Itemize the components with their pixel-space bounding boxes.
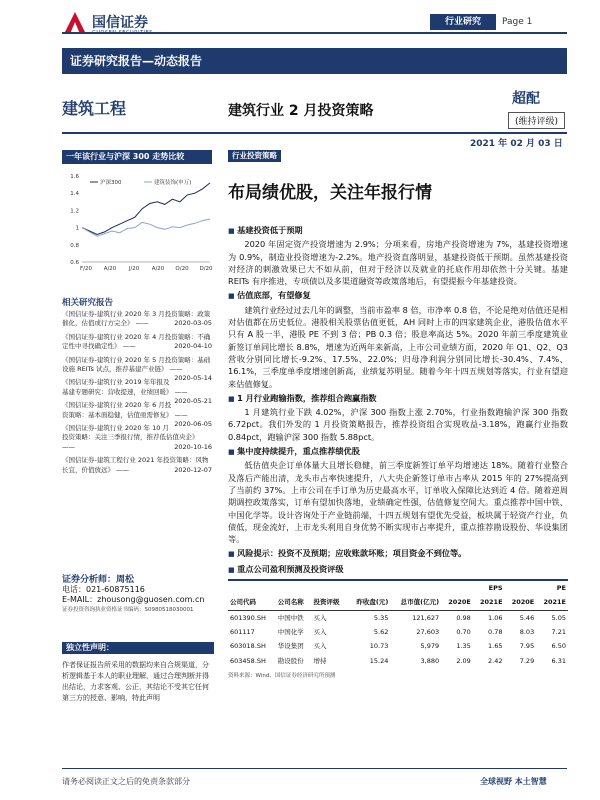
table-cell: 121,627 [412, 613, 440, 622]
table-cell: 中国化学 [277, 627, 304, 636]
table-cell: 5.05 [551, 613, 566, 622]
table-cell: 7.29 [519, 656, 535, 665]
analyst-block [62, 575, 214, 615]
section-body: 2020 年固定资产投资增速为 2.9%；分项来看，房地产投资增速为 7%，基建投资增速为 0.9%，制造业投资增速为-2.2%。地产投资直落明显，基建投资低于预期。虽然基建投资对经济的刺激效果已大不如从前，但对于经济以及就业的托底作用却依然十分关键。基建 REITs 有序推进，专项债以及多渠道融资等政策落地后，有望提振今年基建投资。 [228, 239, 568, 287]
section-body: 低估值央企订单体量大且增长稳健，前三季度新签订单平均增速达 18%。随着行业整合及落后产能出清，龙头市占率快速提升，八大央企新签订单市占率从 2015 年的 27%提高到了当前约 37%。上市公司在手订单为历史最高水平，订单收入保障比达到近 4 倍。随着逆周期调控政策落实，订单有望加快落地，业绩确定性强，估值修复空间大。重点推荐中国中铁、中国化学等。设计咨询处于产业链前端，十四五规划有望优先受益，板块属于轻资产行业，负债低，现金流好，上市龙头利用自身优势不断实现市占率提升，重点推荐勘设股份、华设集团等。 [228, 460, 568, 545]
related-report-date: 2020-05-21 [174, 397, 212, 406]
table-cell: 15.24 [369, 656, 389, 665]
footer-divider [62, 768, 567, 769]
related-report-item: 《国信证券-建筑行业 2020 年 5 月投资策略：基础设施 REITs 试点，推荐基建产业链》 —— 2020-05-14 [62, 355, 212, 383]
table-row [228, 654, 568, 668]
table-cell: 7.21 [551, 627, 566, 636]
table-row [228, 625, 568, 639]
table-header-cell: 2020E [441, 595, 473, 610]
table-header-cell: 2021E [536, 595, 568, 610]
table-cell: 27,603 [416, 627, 440, 636]
x-tick-label: A/20 [103, 266, 117, 272]
table-cell: 601117 [230, 627, 255, 636]
company-logo [62, 10, 202, 44]
table-cell: 3,880 [420, 656, 440, 665]
rating-note: (维持评级) [508, 112, 565, 129]
page-number: Page 1 [502, 17, 533, 27]
table-cell: 买入 [313, 627, 327, 636]
legend-label: 建筑装饰(申万) [154, 180, 192, 186]
table-cell: 买入 [313, 642, 327, 651]
related-report-date: 2020-10-16 [174, 442, 212, 451]
table-header-cell: 2021E [473, 595, 505, 610]
eps-group-header: EPS [441, 580, 504, 595]
table-cell: 8.03 [519, 627, 535, 636]
table-cell: 2.09 [456, 656, 471, 665]
related-report-item: 《国信证券-建筑行业 2019 年年报及基建专题研究：营收提速，业绩回暖》 —— 2020-05-21 [62, 378, 212, 406]
table-cell: 0.78 [488, 627, 503, 636]
related-report-item: 《国信证券-建筑行业 2020 年 4 月投资策略：不确定性中寻找确定性》 —— 2020-04-10 [62, 332, 212, 351]
analyst-name: 证券分析师：周松 [62, 575, 135, 585]
related-report-date: 2020-12-07 [174, 465, 212, 474]
section-body: 建筑行业经过过去几年的调整，当前市盈率 8 倍，市净率 0.8 倍，不论是绝对估值还是相对估值都在历史低位。港股相关股票估值更低，AH 同时上市的四家建筑企业，港股估值水平只有 A 股一半，港股 PE 不到 3 倍；PB 0.3 倍；股息率高达 5%。2020 年前三季度建筑业新签订单同比增长 8.8%，增速为近两年来新高，上市公司业绩方面，2020 年 Q1、Q2、Q3 营收分别同比增长-9.2%、17.5%、22.0%；归母净利润分别同比增长-30.4%、7.4%、16.1%，三季度单季度增速创新高，业绩复苏明显。随着今年十四五规划等落实，行业有望迎来估值修复。 [228, 304, 568, 389]
y-tick-label: 0.8 [70, 242, 79, 249]
y-tick-label: 1.2 [70, 208, 79, 215]
table-cell: 5,979 [420, 642, 440, 651]
report-banner: 证券研究报告—动态报告 [62, 48, 567, 74]
table-cell: 603018.SH [230, 642, 266, 651]
table-header-cell: 总市值(亿元) [390, 595, 441, 610]
section-heading: ■ 估值底部，有望修复 [228, 289, 568, 302]
header-tag: 行业研究 [430, 14, 496, 30]
date-divider [62, 132, 567, 134]
series-line [82, 183, 210, 235]
x-tick-label: A/20 [151, 266, 165, 272]
table-cell: 1.35 [456, 642, 471, 651]
risk-warning: ■ 风险提示：投资不及预期；应收账款坏账；项目资金不到位等。 [228, 547, 568, 560]
related-report-title: 《国信证券-建筑工程行业 2021 年投资策略：风物长宜，价值放远》 [62, 456, 209, 474]
footer-disclaimer: 请务必阅读正文之后的免责条款部分 [62, 777, 190, 786]
table-spacer [228, 580, 441, 595]
table-cell: 勘设股份 [277, 656, 304, 665]
table-row [228, 610, 568, 625]
report-title: 建筑行业 2 月投资策略 [228, 103, 374, 119]
y-tick-label: 1.6 [70, 174, 79, 180]
related-report-title: 《国信证券-建筑行业 2020 年 6 月投资策略：基本面稳健，估值亟需修复》 [62, 401, 173, 419]
table-cell: 6.50 [551, 642, 566, 651]
x-tick-label: D/20 [199, 266, 213, 272]
related-reports-list [62, 310, 212, 479]
table-header-cell: 昨收盘(元) [347, 595, 390, 610]
header-divider [62, 32, 567, 34]
table-cell: 增持 [313, 656, 327, 665]
table-cell: 6.31 [551, 656, 566, 665]
table-source: 资料来源：Wind、国信证券经济研究所预测 [228, 672, 336, 679]
related-report-item: 《国信证券-建筑行业 2020 年 3 月投资策略：政策催化，估值或行方完全》 —— 2020-03-05 [62, 310, 212, 328]
table-cell: 1.65 [488, 642, 503, 651]
analyst-email: E-MAIL：zhousong@guosen.com.cn [62, 595, 205, 604]
table-cell: 中国中铁 [277, 613, 304, 622]
section-heading: ■ 基建投资低于预期 [228, 224, 568, 237]
footer-slogan: 全球视野 本土智慧 [480, 777, 547, 786]
related-report-title: 《国信证券-建筑行业 2020 年 3 月投资策略：政策催化，估值或行方完全》 [62, 310, 211, 328]
table-header-cell: 投资评级 [312, 595, 348, 610]
pe-group-header: PE [505, 580, 568, 595]
report-type-tag: 行业投资策略 [228, 150, 281, 162]
side-chart-title: 一年该行业与沪深 300 走势比较 [62, 150, 212, 164]
table-cell: 华设集团 [277, 642, 304, 651]
table-cell: 603458.SH [230, 656, 266, 665]
section-body: 1 月建筑行业下跌 4.02%，沪深 300 指数上涨 2.70%，行业指数跑输沪深 300 指数 6.72pct。我们外发的 1 月投资策略报告，推荐投资组合实现收益-3.18%，跑赢行业指数 0.84pct，跑输沪深 300 指数 5.88pct。 [228, 407, 568, 442]
forecast-table-title: ■ 重点公司盈利预测及投资评级 [228, 563, 568, 576]
table-row [228, 639, 568, 653]
related-report-title: 《国信证券-建筑行业 2020 年 5 月投资策略：基础设施 REITs 试点，推荐基建产业链》 [62, 355, 211, 374]
table-header-cell: 公司代码 [228, 595, 276, 610]
table-cell: 买入 [313, 613, 327, 622]
performance-chart [62, 170, 214, 280]
y-tick-label: 1.4 [70, 191, 79, 198]
table-cell: 7.95 [519, 642, 535, 651]
table-cell: 5.46 [519, 613, 535, 622]
related-report-date: 2020-03-05 [174, 319, 212, 328]
table-cell: 0.98 [456, 613, 471, 622]
x-tick-label: O/20 [175, 266, 189, 272]
section-heading: ■ 集中度持续提升，重点推荐绩优股 [228, 445, 568, 458]
y-tick-label: 1 [75, 225, 79, 232]
forecast-table [228, 579, 568, 668]
related-report-item: 《国信证券-建筑行业 2020 年 6 月投资策略：基本面稳健，估值亟需修复》 —— 2020-06-05 [62, 401, 212, 429]
related-report-date: 2020-06-05 [174, 420, 212, 429]
related-report-item: 《国信证券-建筑行业 2020 年 10 月投资策略：关注三季报行情，推荐低估值央企》 —— 2020-10-16 [62, 424, 212, 451]
rating: 超配 [512, 91, 540, 107]
report-body [228, 222, 568, 682]
y-tick-label: 0.6 [70, 260, 79, 266]
legend-label: 沪深300 [100, 180, 122, 186]
related-report-date: 2020-04-10 [174, 342, 212, 351]
table-cell: 5.35 [373, 613, 389, 622]
analyst-cert: 证券投资咨询执业资格证书编码：S0980518030001 [62, 607, 194, 613]
related-report-title: 《国信证券-建筑行业 2019 年年报及基建专题研究：营收提速，业绩回暖》 [62, 378, 173, 396]
table-cell: 10.73 [369, 642, 389, 651]
industry-name: 建筑工程 [62, 99, 127, 118]
independence-label: 独立性声明： [62, 642, 214, 654]
related-report-title: 《国信证券-建筑行业 2020 年 4 月投资策略：不确定性中寻找确定性》 [62, 332, 211, 351]
x-tick-label: J/20 [128, 266, 140, 272]
related-report-item: 《国信证券-建筑工程行业 2021 年投资策略：风物长宜，价值放远》 —— 2020-12-07 [62, 456, 212, 474]
independence-text: 作者保证报告所采用的数据均来自合规渠道，分析逻辑基于本人的职业理解，通过合理判断并得出结论，力求客观、公正，其结论不受其它任何第三方的授意、影响，特此声明 [62, 661, 209, 702]
series-line [82, 219, 210, 236]
report-date: 2021 年 02 月 03 日 [470, 139, 563, 149]
section-heading: ■ 1 月行业跑输指数，推荐组合跑赢指数 [228, 392, 568, 405]
table-cell: 0.70 [456, 627, 471, 636]
related-report-date: 2020-05-14 [174, 374, 212, 383]
table-cell: 601390.SH [230, 613, 266, 622]
x-tick-label: F/20 [79, 266, 93, 272]
analyst-phone: 电话：021-60875116 [62, 585, 145, 594]
related-reports-label: 相关研究报告 [62, 298, 114, 308]
table-cell: 2.42 [488, 656, 503, 665]
headline: 布局绩优股，关注年报行情 [228, 183, 432, 203]
related-report-title: 《国信证券-建筑行业 2020 年 10 月投资策略：关注三季报行情，推荐低估值央企》 [62, 424, 199, 442]
table-header-cell: 公司名称 [276, 595, 312, 610]
brand-name: 国信证券 [92, 15, 148, 31]
table-header-cell: 2020E [505, 595, 537, 610]
table-cell: 1.06 [488, 613, 503, 622]
table-cell: 5.62 [373, 627, 389, 636]
